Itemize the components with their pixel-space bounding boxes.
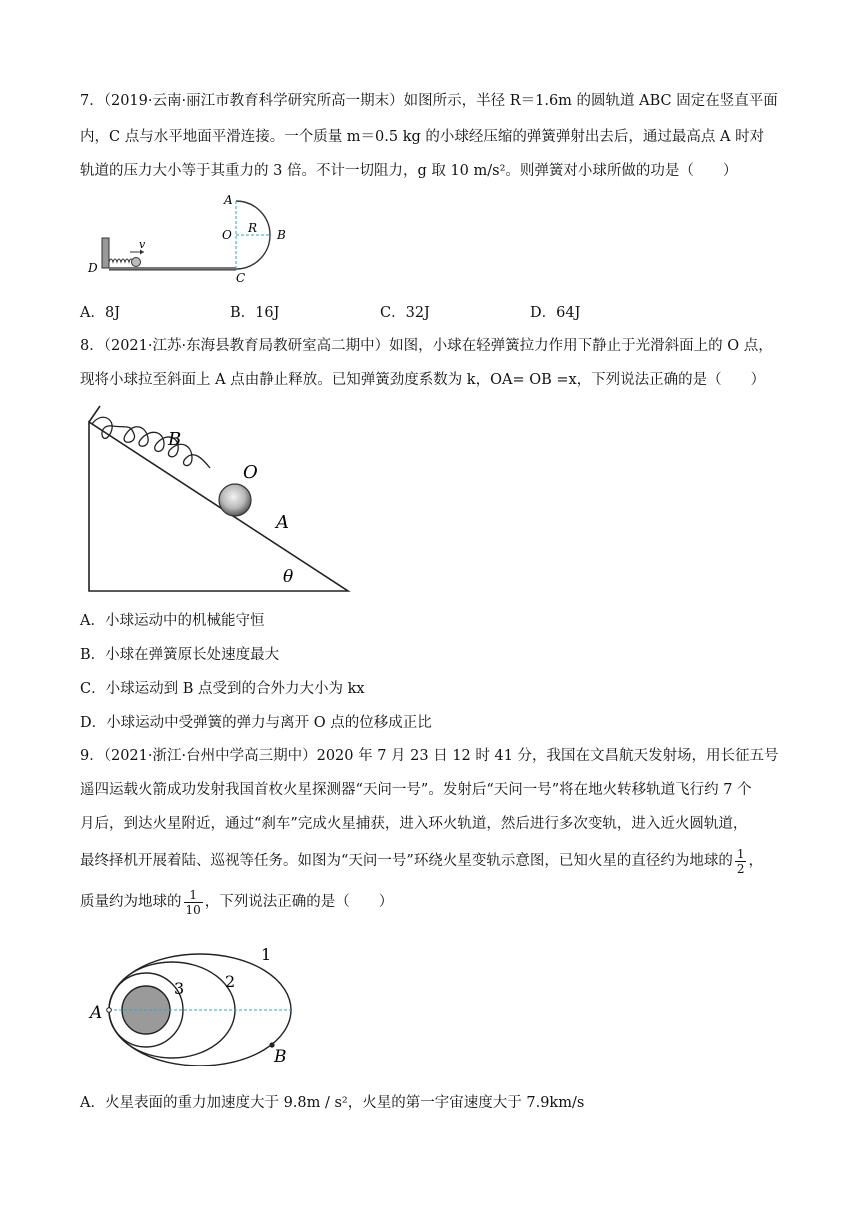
q9-label-2: 2 xyxy=(225,972,236,991)
q9-label-1: 1 xyxy=(261,945,272,964)
q7-label-C: C xyxy=(236,271,246,285)
q8-option-d: D．小球运动中受弹簧的弹力与离开 O 点的位移成正比 xyxy=(80,715,432,731)
q8-label-B: B xyxy=(168,429,182,450)
q8-option-a: A．小球运动中的机械能守恒 xyxy=(80,613,265,629)
q7-option-b: B．16J xyxy=(230,305,280,321)
q7-label-R: R xyxy=(248,221,258,235)
q8-spring xyxy=(92,417,210,468)
q8-label-theta: θ xyxy=(283,567,294,587)
q9-label-B: B xyxy=(274,1047,287,1066)
q7-figure xyxy=(80,190,310,288)
q8-incline xyxy=(89,422,348,591)
q9-line-4-text: 最终择机开展着陆、巡视等任务。如图为“天问一号”环绕火星变轨示意图，已知火星的直径约为地球的 xyxy=(80,853,733,869)
q7-wall xyxy=(102,238,109,268)
q9-label-A: A xyxy=(90,1003,103,1023)
q9-line-2: 遥四运载火箭成功发射我国首枚火星探测器“天问一号”。发射后“天问一号”将在地火转移轨道飞行约 7 个 xyxy=(80,782,752,798)
q9-line-3: 月后，到达火星附近，通过“刹车”完成火星捕获，进入环火轨道，然后进行多次变轨，进入近火圆轨道， xyxy=(80,816,748,832)
q7-option-c: C．32J xyxy=(380,305,430,321)
q7-label-B: B xyxy=(277,228,286,242)
q9-point-A xyxy=(107,1008,112,1013)
q7-line-3: 轨道的压力大小等于其重力的 3 倍。不计一切阻力，g 取 10 m/s²。则弹簧对小球所做的功是（ ） xyxy=(80,163,738,179)
q9-line-1: 9．（2021·浙江·台州中学高三期中）2020 年 7 月 23 日 12 时 41 分，我国在文昌航天发射场，用长征五号 xyxy=(80,748,779,764)
q7-option-d: D．64J xyxy=(530,305,581,321)
q7-line-2: 内，C 点与水平地面平滑连接。一个质量 m＝0.5 kg 的小球经压缩的弹簧弹射出去后，通过最高点 A 时对 xyxy=(80,129,765,145)
q9-line-5: 质量约为地球的 $\frac{1}{10}$ ，下列说法正确的是（ ） xyxy=(80,887,394,917)
q8-option-b: B．小球在弹簧原长处速度最大 xyxy=(80,647,280,663)
q8-label-A: A xyxy=(276,512,289,533)
q8-line-2: 现将小球拉至斜面上 A 点由静止释放。已知弹簧劲度系数为 k，OA= OB =x，下列说法正确的是（ ） xyxy=(80,372,766,388)
q8-option-c: C．小球运动到 B 点受到的合外力大小为 kx xyxy=(80,681,365,697)
q8-label-O: O xyxy=(243,462,258,483)
q9-figure xyxy=(84,944,304,1066)
q7-line-1: 7．（2019·云南·丽江市教育科学研究所高一期末）如图所示，半径 R＝1.6m 的圆轨道 ABC 固定在竖直平面 xyxy=(80,93,778,109)
q7-spring xyxy=(109,259,133,262)
q9-fraction-half: $\frac{1}{2}$ xyxy=(736,846,745,876)
q7-label-v: v xyxy=(139,238,146,251)
q7-label-A: A xyxy=(224,193,233,207)
q9-fraction-tenth: $\frac{1}{10}$ xyxy=(185,887,201,917)
q7-label-O: O xyxy=(222,228,232,242)
q9-line-4: 最终择机开展着陆、巡视等任务。如图为“天问一号”环绕火星变轨示意图，已知火星的直径约为地球的 $\frac{1}{2}$ ， xyxy=(80,846,763,876)
q8-line-1: 8．（2021·江苏·东海县教育局教研室高二期中）如图，小球在轻弹簧拉力作用下静止于光滑斜面上的 O 点， xyxy=(80,338,773,354)
q9-option-a: A．火星表面的重力加速度大于 9.8m / s²，火星的第一宇宙速度大于 7.9km/s xyxy=(80,1095,585,1111)
q8-figure xyxy=(80,400,360,600)
q9-label-3: 3 xyxy=(174,979,185,998)
q8-ball xyxy=(219,484,251,516)
q7-option-a: A．8J xyxy=(80,305,121,321)
q7-label-D: D xyxy=(88,261,98,275)
q7-ball xyxy=(132,258,141,267)
